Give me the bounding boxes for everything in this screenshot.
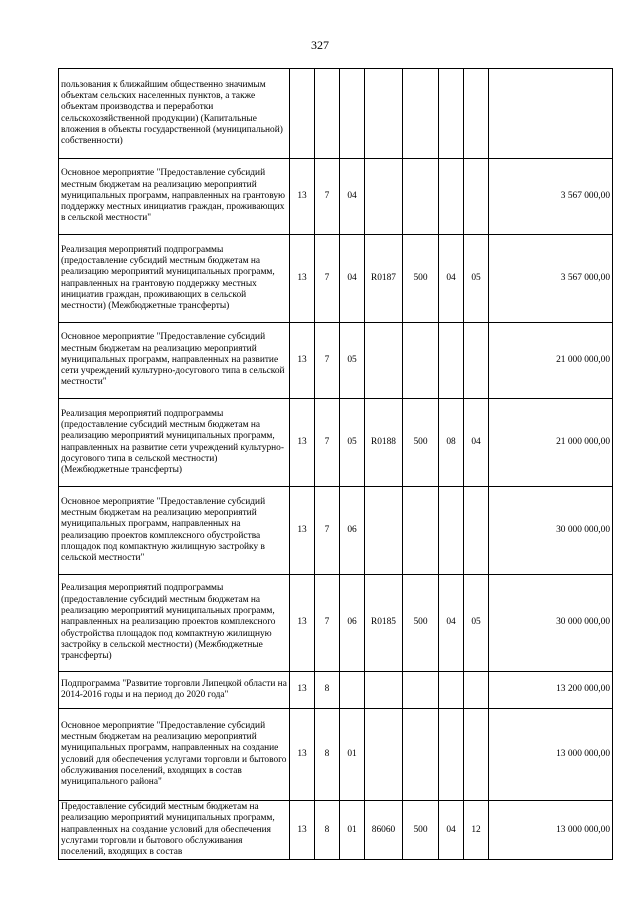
row-amount: 13 200 000,00 — [489, 672, 613, 709]
row-section — [439, 69, 464, 159]
row-expense-type — [403, 487, 439, 575]
row-description: Предоставление субсидий местным бюджетам на реализацию мероприятий муниципальных программ, направленных на создание условий для обеспечения услугами торговли и бытового обслуживания поселений, входящих в состав — [59, 801, 290, 860]
row-expense-type — [403, 323, 439, 399]
row-event-code — [340, 672, 365, 709]
row-description: Реализация мероприятий подпрограммы (предоставление субсидий местным бюджетам на реализацию мероприятий муниципальных программ, направленных на развитие сети учреждений культурно-досугового типа в сельской местности) (Межбюджетные трансферты) — [59, 399, 290, 487]
row-event-code: 06 — [340, 575, 365, 672]
row-description: Основное мероприятие "Предоставление субсидий местным бюджетам на реализацию мероприятий муниципальных программ, направленных на развитие сети учреждений культурно-досугового типа в сельской местности" — [59, 323, 290, 399]
row-amount: 21 000 000,00 — [489, 323, 613, 399]
row-direction-code — [365, 672, 403, 709]
row-program-code: 13 — [290, 235, 315, 323]
table-row — [59, 235, 613, 323]
row-direction-code: R0187 — [365, 235, 403, 323]
row-section — [439, 159, 464, 235]
table-row — [59, 801, 613, 860]
row-section — [439, 709, 464, 801]
row-subsection — [464, 709, 489, 801]
row-program-code: 13 — [290, 709, 315, 801]
row-direction-code: R0185 — [365, 575, 403, 672]
table-row — [59, 399, 613, 487]
row-description: Реализация мероприятий подпрограммы (предоставление субсидий местным бюджетам на реализацию мероприятий муниципальных программ, направленных на реализацию проектов комплексного обустройства площадок под компактную жилищную застройку в сельской местности) (Межбюджетные трансферты) — [59, 575, 290, 672]
row-description: Основное мероприятие "Предоставление субсидий местным бюджетам на реализацию мероприятий муниципальных программ, направленных на создание условий для обеспечения услугами торговли и бытового обслуживания поселений, входящих в состав муниципального района" — [59, 709, 290, 801]
row-direction-code: 86060 — [365, 801, 403, 860]
row-subprogram-code: 7 — [315, 487, 340, 575]
row-subsection — [464, 159, 489, 235]
row-section: 04 — [439, 235, 464, 323]
row-program-code — [290, 69, 315, 159]
row-expense-type — [403, 672, 439, 709]
row-section — [439, 323, 464, 399]
table-row — [59, 159, 613, 235]
row-subprogram-code: 7 — [315, 159, 340, 235]
row-event-code: 06 — [340, 487, 365, 575]
row-subprogram-code: 7 — [315, 235, 340, 323]
row-expense-type: 500 — [403, 801, 439, 860]
row-event-code: 05 — [340, 323, 365, 399]
table-row — [59, 487, 613, 575]
row-event-code: 05 — [340, 399, 365, 487]
row-subprogram-code — [315, 69, 340, 159]
row-event-code — [340, 69, 365, 159]
row-subsection: 05 — [464, 235, 489, 323]
row-subprogram-code: 8 — [315, 709, 340, 801]
row-amount: 21 000 000,00 — [489, 399, 613, 487]
row-subsection — [464, 487, 489, 575]
row-amount: 3 567 000,00 — [489, 159, 613, 235]
row-subsection: 05 — [464, 575, 489, 672]
row-amount: 30 000 000,00 — [489, 487, 613, 575]
row-subsection — [464, 323, 489, 399]
budget-table — [58, 68, 613, 860]
row-event-code: 01 — [340, 709, 365, 801]
row-subprogram-code: 7 — [315, 323, 340, 399]
row-expense-type: 500 — [403, 399, 439, 487]
row-section: 08 — [439, 399, 464, 487]
row-subsection: 12 — [464, 801, 489, 860]
row-direction-code — [365, 69, 403, 159]
row-program-code: 13 — [290, 487, 315, 575]
table-row — [59, 709, 613, 801]
row-event-code: 04 — [340, 235, 365, 323]
row-expense-type: 500 — [403, 575, 439, 672]
row-program-code: 13 — [290, 399, 315, 487]
row-description: Основное мероприятие "Предоставление субсидий местным бюджетам на реализацию мероприятий муниципальных программ, направленных на грантовую поддержку местных инициатив граждан, проживающих в сельской местности" — [59, 159, 290, 235]
row-direction-code — [365, 487, 403, 575]
table-row — [59, 575, 613, 672]
row-section — [439, 487, 464, 575]
row-section: 04 — [439, 575, 464, 672]
row-direction-code — [365, 709, 403, 801]
row-expense-type: 500 — [403, 235, 439, 323]
row-event-code: 01 — [340, 801, 365, 860]
row-direction-code — [365, 159, 403, 235]
row-direction-code — [365, 323, 403, 399]
row-amount: 13 000 000,00 — [489, 801, 613, 860]
row-amount: 30 000 000,00 — [489, 575, 613, 672]
row-section: 04 — [439, 801, 464, 860]
row-expense-type — [403, 159, 439, 235]
row-program-code: 13 — [290, 801, 315, 860]
table-row — [59, 672, 613, 709]
row-event-code: 04 — [340, 159, 365, 235]
table-row — [59, 69, 613, 159]
row-program-code: 13 — [290, 323, 315, 399]
row-description: Реализация мероприятий подпрограммы (предоставление субсидий местным бюджетам на реализацию мероприятий муниципальных программ, направленных на грантовую поддержку местных инициатив граждан, проживающих в сельской местности) (Межбюджетные трансферты) — [59, 235, 290, 323]
row-section — [439, 672, 464, 709]
row-program-code: 13 — [290, 575, 315, 672]
row-subsection — [464, 69, 489, 159]
page-number: 327 — [311, 38, 329, 52]
row-subprogram-code: 8 — [315, 672, 340, 709]
row-expense-type — [403, 709, 439, 801]
row-subprogram-code: 7 — [315, 575, 340, 672]
row-subsection: 04 — [464, 399, 489, 487]
row-subsection — [464, 672, 489, 709]
row-description: Основное мероприятие "Предоставление субсидий местным бюджетам на реализацию мероприятий муниципальных программ, направленных на реализацию проектов комплексного обустройства площадок под компактную жилищную застройку в сельской местности" — [59, 487, 290, 575]
row-description: пользования к ближайшим общественно значимым объектам сельских населенных пунктов, а также объектам производства и переработки сельскохозяйственной продукции) (Капитальные вложения в объекты государственной (муниципальной) собственности) — [59, 69, 290, 159]
row-amount — [489, 69, 613, 159]
row-amount: 13 000 000,00 — [489, 709, 613, 801]
row-program-code: 13 — [290, 672, 315, 709]
row-amount: 3 567 000,00 — [489, 235, 613, 323]
row-expense-type — [403, 69, 439, 159]
row-subprogram-code: 8 — [315, 801, 340, 860]
table-row — [59, 323, 613, 399]
row-description: Подпрограмма "Развитие торговли Липецкой области на 2014-2016 годы и на период до 2020 года" — [59, 672, 290, 709]
row-direction-code: R0188 — [365, 399, 403, 487]
row-subprogram-code: 7 — [315, 399, 340, 487]
row-program-code: 13 — [290, 159, 315, 235]
